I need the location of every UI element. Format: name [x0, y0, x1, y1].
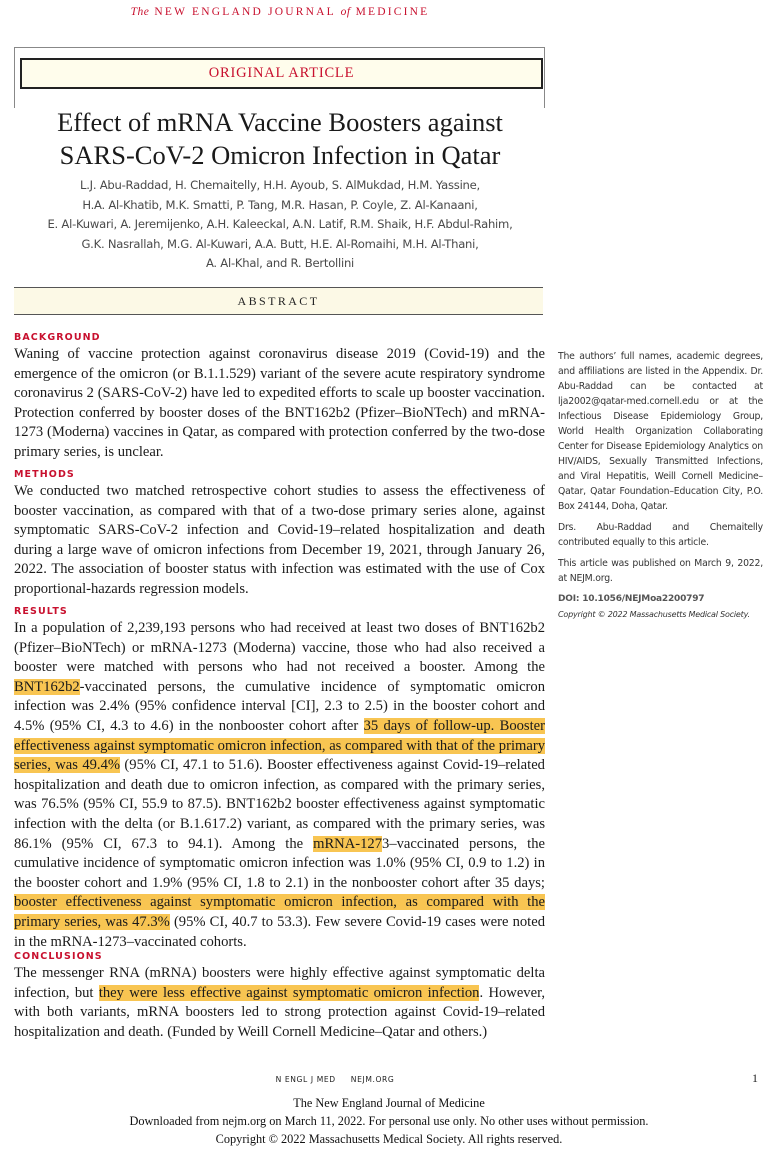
journal-masthead [0, 6, 560, 18]
article-title [0, 106, 560, 172]
methods-heading: METHODS [14, 469, 75, 480]
journal-site: NEJM.ORG [350, 1075, 395, 1084]
results-heading: RESULTS [14, 606, 68, 617]
highlighted-text: they were less effective against symptomatic omicron infection [98, 984, 480, 1001]
highlighted-text: 35 days of follow-up. Booster effectiveness against symptomatic omicron infection, as compared with that of the primary series, was 49.4% [14, 717, 546, 774]
conclusions-text [14, 964, 545, 1042]
conclusions-segment: . However, with both variants, mRNA boosters led to strong protection against Covid-19–related hospitalization and death. (Funded by Weill Cornell Medicine–Qatar and others.) [14, 984, 545, 1040]
download-line: Downloaded from nejm.org on March 11, 2022. For personal use only. No other uses without permission. [129, 1113, 649, 1128]
sidebar-notes [558, 349, 763, 622]
author-line: E. Al-Kuwari, A. Jeremijenko, A.H. Kaleeckal, A.N. Latif, R.M. Shaik, H.F. Abdul-Rahim, [47, 217, 513, 232]
results-segment: (95% CI, 40.7 to 53.3). Few severe Covid-19 cases were noted in the mRNA-1273–vaccinated cohorts. [14, 913, 545, 950]
publication-note: This article was published on March 9, 2022, at NEJM.org. [558, 558, 763, 584]
background-text: Waning of vaccine protection against coronavirus disease 2019 (Covid-19) and the emergence of the omicron (or B.1.1.529) variant of the severe acute respiratory syndrome coronavirus 2 (SARS-CoV-2) have led to expedited efforts to scale up booster vaccination. Protection conferred by booster doses of the BNT162b2 (Pfizer–BioNTech) and mRNA-1273 (Moderna) vaccines in Qatar, as compared with protection conferred by the two-dose primary series, is unclear. [14, 346, 545, 460]
title-line-1: Effect of mRNA Vaccine Boosters against [57, 107, 503, 137]
results-segment: 3–vaccinated persons, the cumulative incidence of symptomatic omicron infection was 1.0% (95% CI, 0.9 to 1.2) in the booster cohort and 1.9% (95% CI, 1.8 to 2.1) in the nonbooster cohort after 35 days; [14, 835, 546, 891]
author-line: A. Al-Khal, and R. Bertollini [205, 256, 355, 271]
download-notice [0, 1095, 778, 1148]
highlighted-text: booster effectiveness against symptomatic omicron infection, as compared with the primary series, was 47.3% [14, 894, 545, 930]
abstract-label: ABSTRACT [237, 293, 320, 308]
methods-text: We conducted two matched retrospective cohort studies to assess the effectiveness of booster vaccination, as compared with that of a two-dose primary series alone, against symptomatic SARS-CoV-2 infection and Covid-19–related hospitalization and death during a large wave of omicron infections from December 19, 2021, through January 26, 2022. The association of booster status with infection was estimated with the use of Cox proportional-hazards regression models. [14, 483, 545, 597]
journal-abbrev: N ENGL J MED [275, 1075, 336, 1084]
masthead-name-part2: MEDICINE [355, 6, 430, 18]
author-line: L.J. Abu-Raddad, H. Chemaitelly, H.H. Ayoub, S. AlMukdad, H.M. Yassine, [80, 178, 480, 192]
conclusions-heading: CONCLUSIONS [14, 951, 103, 962]
doi-link[interactable]: DOI: 10.1056/NEJMoa2200797 [558, 594, 705, 604]
results-segment: (95% CI, 47.1 to 51.6). Booster effectiveness against Covid-19–related hospitalization and death due to omicron infection, as compared with the primary series, was 76.5% (95% CI, 55.9 to 87.5). BNT162b2 booster effectiveness against symptomatic infection with the delta (or B.1.617.2) variant, as compared with the primary series, was 86.1% (95% CI, 67.3 to 94.1). Among the [14, 757, 545, 852]
highlighted-text: BNT162b2 [14, 678, 80, 695]
download-line: Copyright © 2022 Massachusetts Medical Society. All rights reserved. [215, 1131, 563, 1146]
author-line: H.A. Al-Khatib, M.K. Smatti, P. Tang, M.R. Hasan, P. Coyle, Z. Al-Kanaani, [82, 197, 478, 212]
results-segment: In a population of 2,239,193 persons who had received at least two doses of BNT162b2 (Pfizer–BioNTech) or mRNA-1273 (Moderna) vaccine, those who had also received a booster were matched with persons who had not received a booster. Among the [14, 620, 545, 676]
article-type-box [20, 58, 543, 89]
masthead-prefix: The [130, 6, 150, 18]
masthead-name-part1: NEW ENGLAND JOURNAL [154, 6, 336, 18]
author-affiliations-note: The authors’ full names, academic degrees, and affiliations are listed in the Appendix. Dr. Abu-Raddad can be contacted at lja2002@qatar-med.cornell.edu or at the Infectious Disease Epidemiology Group, World Health Organization Collaborating Center for Disease Epidemiology Analytics on HIV/AIDS, Sexually Transmitted Infections, and Viral Hepatitis, Weill Cornell Medicine–Qatar, Qatar Foundation–Education City, P.O. Box 24144, Doha, Qatar. [558, 351, 763, 512]
sidebar-copyright: Copyright © 2022 Massachusetts Medical Society. [558, 610, 750, 619]
results-text [14, 619, 545, 952]
masthead-connector: of [340, 6, 351, 18]
equal-contribution-note: Drs. Abu-Raddad and Chemaitelly contributed equally to this article. [558, 522, 763, 548]
conclusions-segment: The messenger RNA (mRNA) boosters were highly effective against symptomatic delta infection, but [14, 965, 545, 1001]
abstract-header-bar [14, 287, 543, 315]
article-type: ORIGINAL ARTICLE [208, 65, 355, 81]
download-line: The New England Journal of Medicine [293, 1096, 485, 1110]
page-number: 1 [752, 1071, 758, 1085]
author-line: G.K. Nasrallah, M.G. Al-Kuwari, A.A. Butt, H.E. Al-Romaihi, M.H. Al-Thani, [81, 236, 479, 251]
footer-journal-line [0, 1075, 670, 1084]
highlighted-text: mRNA-127 [313, 835, 383, 852]
background-heading: BACKGROUND [14, 332, 101, 343]
title-line-2: SARS-CoV-2 Omicron Infection in Qatar [59, 140, 501, 170]
results-segment: -vaccinated persons, the cumulative incidence of symptomatic omicron infection was 2.4% (95% confidence interval [CI], 2.3 to 2.5) in the booster cohort and 4.5% (95% CI, 4.3 to 4.6) in the nonbooster cohort after [14, 678, 545, 734]
author-list [0, 176, 560, 274]
